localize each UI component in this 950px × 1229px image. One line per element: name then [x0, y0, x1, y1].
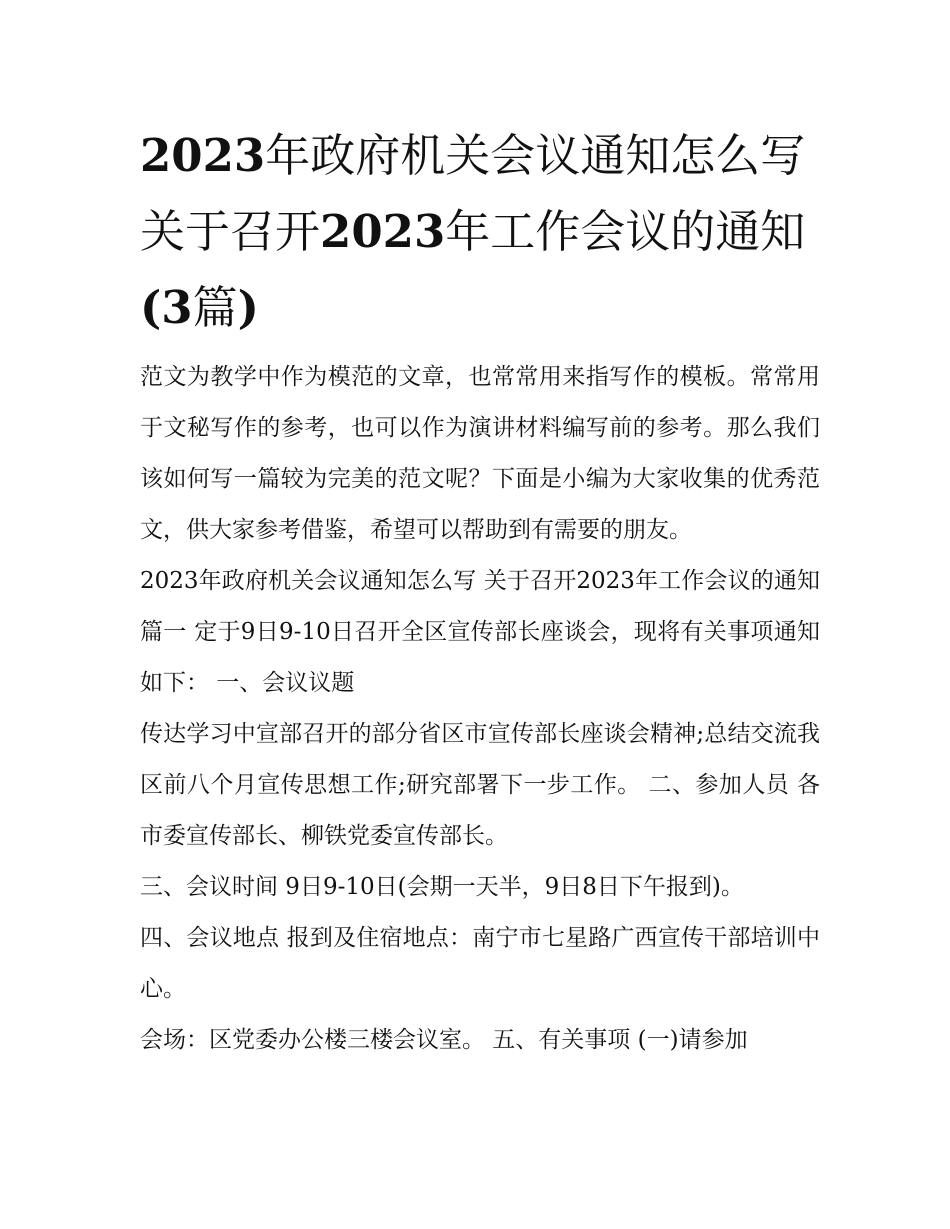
document-title: 2023年政府机关会议通知怎么写 关于召开2023年工作会议的通知(3篇)	[140, 129, 806, 334]
paragraph-topics: 传达学习中宣部召开的部分省区市宣传部长座谈会精神;总结交流我区前八个月宣传思想工作;研究部署下一步工作。 二、参加人员 各市委宣传部长、柳铁党委宣传部长。	[140, 721, 820, 849]
paragraph-time: 三、会议时间 9日9-10日(会期一天半，9日8日下午报到)。	[140, 874, 744, 900]
paragraph-location: 四、会议地点 报到及住宿地点：南宁市七星路广西宣传干部培训中心。	[140, 925, 820, 1002]
document-page	[140, 118, 820, 1066]
paragraph-venue: 会场：区党委办公楼三楼会议室。 五、有关事项 (一)请参加	[140, 1027, 748, 1053]
paragraph-notice-heading: 2023年政府机关会议通知怎么写 关于召开2023年工作会议的通知篇一 定于9日9-10日召开全区宣传部长座谈会，现将有关事项通知如下： 一、会议议题	[140, 568, 820, 696]
paragraph-intro: 范文为教学中作为模范的文章，也常常用来指写作的模板。常常用于文秘写作的参考，也可以作为演讲材料编写前的参考。那么我们该如何写一篇较为完美的范文呢？下面是小编为大家收集的优秀范文，供大家参考借鉴，希望可以帮助到有需要的朋友。	[140, 364, 820, 543]
